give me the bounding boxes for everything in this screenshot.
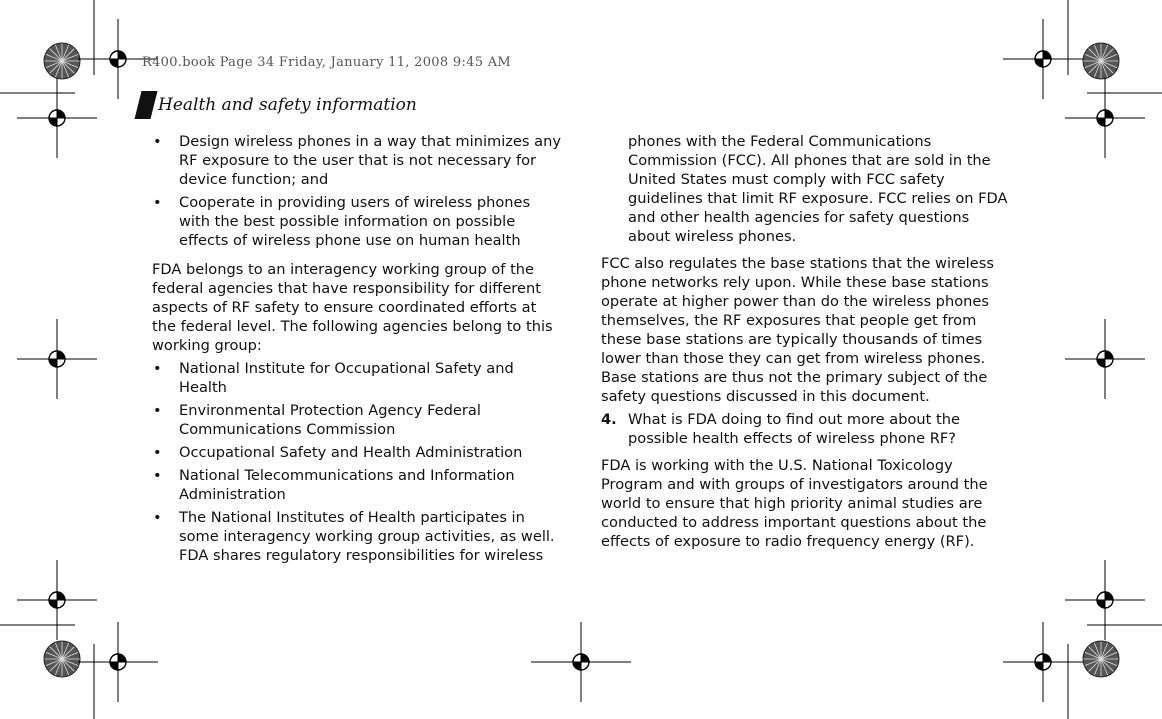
section-title-text: Health and safety information bbox=[158, 95, 417, 115]
bullet-symbol: • bbox=[153, 402, 162, 419]
fcc-paragraph: FCC also regulates the base stations that the wireless phone networks rely upon. While these base stations operate at higher power than do the wireless phones themselves, the RF exposures that people get from these base stations are typically thousands of times lower than those they can get from wireless phones. Base stations are thus not the primary subject of the safety questions discussed in this document. bbox=[601, 255, 994, 405]
answer-paragraph: FDA is working with the U.S. National Toxicology Program and with groups of investigators around the world to ensure that high priority animal studies are conducted to address important questions about the effects of exposure to radio frequency energy (RF). bbox=[601, 457, 988, 550]
list-item-text: National Telecommunications and Information Administration bbox=[179, 467, 515, 503]
bullet-symbol: • bbox=[153, 509, 162, 526]
list-item-text: The National Institutes of Health participates in some interagency working group activities, as well. FDA shares regulatory responsibilities for wireless bbox=[179, 509, 555, 564]
left-column bbox=[152, 132, 564, 569]
list-item bbox=[152, 508, 564, 565]
right-column bbox=[601, 132, 1011, 555]
list-item-text: Environmental Protection Agency Federal Communications Commission bbox=[179, 402, 481, 438]
agencies-intro-paragraph: FDA belongs to an interagency working group of the federal agencies that have responsibility for different aspects of RF safety to ensure coordinated efforts at the federal level. The following agencies belong to this working group: bbox=[152, 261, 553, 354]
question-number: 4. bbox=[601, 411, 617, 428]
question-text: What is FDA doing to find out more about the possible health effects of wireless phone RF? bbox=[628, 411, 960, 447]
title-bar-mark bbox=[135, 91, 158, 119]
list-item-text: National Institute for Occupational Safety and Health bbox=[179, 360, 514, 396]
bullet-symbol: • bbox=[153, 467, 162, 484]
list-item bbox=[152, 401, 564, 439]
list-item-text: Occupational Safety and Health Administration bbox=[179, 444, 523, 461]
list-item bbox=[152, 132, 564, 189]
list-item-text: Design wireless phones in a way that minimizes any RF exposure to the user that is not necessary for device function; and bbox=[179, 133, 561, 188]
bullet-symbol: • bbox=[153, 133, 162, 150]
list-item bbox=[152, 193, 564, 250]
question-item bbox=[601, 410, 1011, 448]
print-header: R400.book Page 34 Friday, January 11, 2008 9:45 AM bbox=[142, 55, 511, 70]
bullet-symbol: • bbox=[153, 360, 162, 377]
bullet-symbol: • bbox=[153, 194, 162, 211]
section-title bbox=[138, 90, 417, 120]
list-item-text: Cooperate in providing users of wireless phones with the best possible information on possible effects of wireless phone use on human health bbox=[179, 194, 531, 249]
list-item bbox=[152, 466, 564, 504]
bullet-symbol: • bbox=[153, 444, 162, 461]
list-item bbox=[152, 443, 564, 462]
list-item bbox=[152, 359, 564, 397]
continuation-paragraph: phones with the Federal Communications Commission (FCC). All phones that are sold in the United States must comply with FCC safety guidelines that limit RF exposure. FCC relies on FDA and other health agencies for safety questions about wireless phones. bbox=[628, 133, 1008, 245]
